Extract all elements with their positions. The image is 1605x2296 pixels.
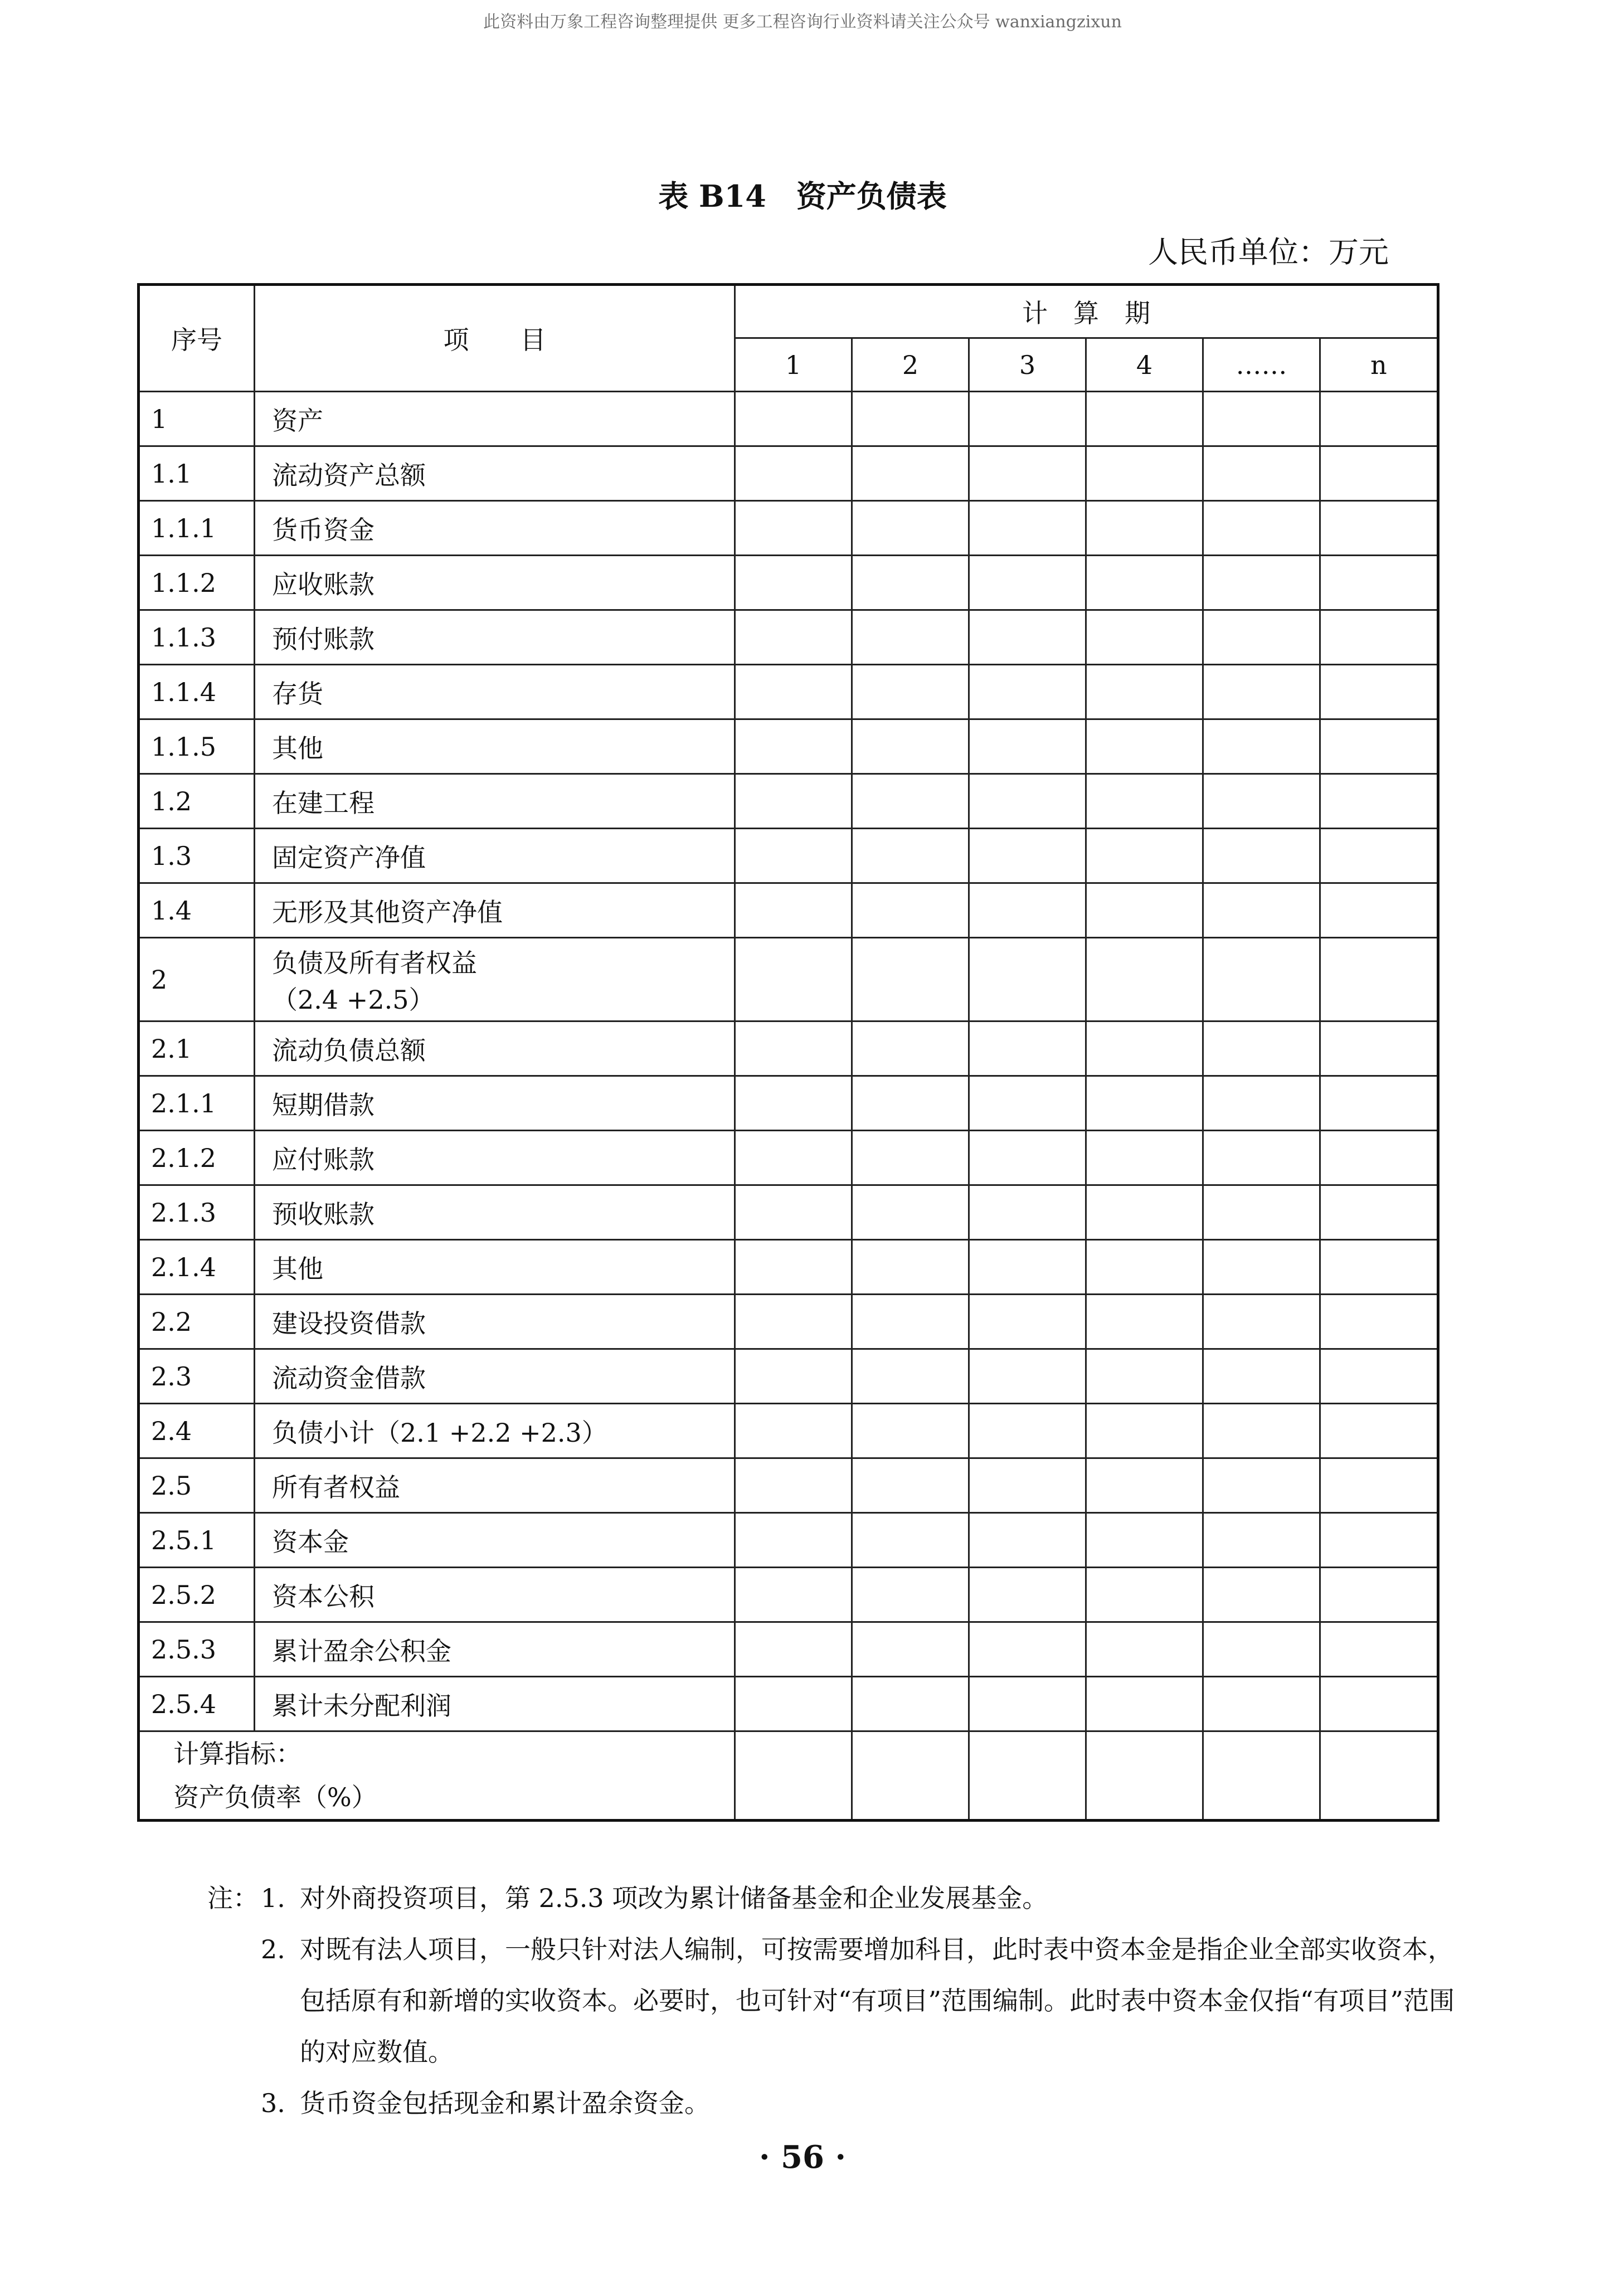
table-body: [139, 392, 1438, 1821]
row-number: 1: [139, 392, 255, 446]
period-cell: [735, 1295, 852, 1349]
table-row: [139, 392, 1438, 446]
period-cell: [1320, 610, 1438, 665]
row-item: 资本公积: [255, 1568, 735, 1622]
period-cell: [735, 938, 852, 1021]
period-cell: [735, 1240, 852, 1295]
row-item: 短期借款: [255, 1076, 735, 1131]
table-row: [139, 1458, 1438, 1513]
period-cell: [1086, 1458, 1203, 1513]
row-number: 2.1.4: [139, 1240, 255, 1295]
table-row: [139, 883, 1438, 938]
period-cell: [1320, 1568, 1438, 1622]
period-cell: [969, 1131, 1086, 1185]
period-cell: [852, 501, 969, 556]
period-cell: [969, 501, 1086, 556]
row-item: 无形及其他资产净值: [255, 883, 735, 938]
period-cell: [1320, 1622, 1438, 1677]
row-item: 其他: [255, 1240, 735, 1295]
row-item: 资本金: [255, 1513, 735, 1568]
row-number: 2.1.3: [139, 1185, 255, 1240]
header-period-6: n: [1320, 338, 1438, 392]
row-number: 2.5.2: [139, 1568, 255, 1622]
period-cell: [852, 774, 969, 829]
period-cell: [735, 1458, 852, 1513]
period-cell: [852, 1021, 969, 1076]
row-item: 固定资产净值: [255, 829, 735, 883]
period-cell: [1320, 501, 1438, 556]
period-cell: [1203, 1622, 1320, 1677]
period-cell: [1203, 1076, 1320, 1131]
period-cell: [1086, 829, 1203, 883]
period-cell: [1320, 1458, 1438, 1513]
row-number: 1.3: [139, 829, 255, 883]
period-cell: [735, 1021, 852, 1076]
period-cell: [969, 1568, 1086, 1622]
balance-sheet-table: [137, 283, 1439, 1822]
period-cell: [735, 1513, 852, 1568]
period-cell: [1203, 1131, 1320, 1185]
period-cell: [1203, 938, 1320, 1021]
period-cell: [1086, 1404, 1203, 1458]
note-text: 对既有法人项目，一般只针对法人编制，可按需要增加科目，此时表中资本金是指企业全部实收资本，包括原有和新增的实收资本。必要时，也可针对“有项目”范围编制。此时表中资本金仅指“有项目”范围的对应数值。: [300, 1934, 1455, 2067]
row-item: 流动资产总额: [255, 446, 735, 501]
period-cell: [852, 1458, 969, 1513]
row-item: 在建工程: [255, 774, 735, 829]
period-cell: [735, 1076, 852, 1131]
table-row: [139, 610, 1438, 665]
page-number: · 56 ·: [759, 2139, 846, 2176]
period-cell: [852, 1295, 969, 1349]
period-cell: [969, 556, 1086, 610]
period-cell: [1320, 774, 1438, 829]
period-cell: [1320, 938, 1438, 1021]
note-number: 2.: [261, 1934, 285, 1964]
table-row: [139, 1513, 1438, 1568]
row-item: 预付账款: [255, 610, 735, 665]
table-row: [139, 1185, 1438, 1240]
period-cell: [735, 1731, 852, 1821]
header-period-3: 3: [969, 338, 1086, 392]
period-cell: [1203, 829, 1320, 883]
table-row: [139, 446, 1438, 501]
period-cell: [1086, 1568, 1203, 1622]
period-cell: [1320, 1677, 1438, 1731]
period-cell: [735, 829, 852, 883]
row-item-line: 负债及所有者权益: [272, 947, 477, 978]
row-number: 1.4: [139, 883, 255, 938]
period-cell: [852, 665, 969, 719]
table-row: [139, 1295, 1438, 1349]
period-cell: [735, 1677, 852, 1731]
row-number: 2.5.3: [139, 1622, 255, 1677]
period-cell: [1320, 1021, 1438, 1076]
row-number: 1.2: [139, 774, 255, 829]
table-row: [139, 501, 1438, 556]
row-item-line: （2.4 +2.5）: [272, 984, 435, 1015]
period-cell: [1086, 446, 1203, 501]
period-cell: [1086, 1185, 1203, 1240]
row-number: 1.1.1: [139, 501, 255, 556]
period-cell: [852, 1076, 969, 1131]
period-cell: [735, 556, 852, 610]
period-cell: [735, 1131, 852, 1185]
period-cell: [852, 556, 969, 610]
period-cell: [1203, 556, 1320, 610]
watermark-header: 此资料由万象工程咨询整理提供 更多工程咨询行业资料请关注公众号 wanxiangzixun: [483, 12, 1122, 32]
row-item: 流动负债总额: [255, 1021, 735, 1076]
row-item: 资产: [255, 392, 735, 446]
period-cell: [852, 1349, 969, 1404]
note-item: [207, 1872, 1456, 1924]
row-number: 2.3: [139, 1349, 255, 1404]
period-cell: [852, 1568, 969, 1622]
header-period-1: 1: [735, 338, 852, 392]
period-cell: [1203, 1349, 1320, 1404]
period-cell: [852, 1622, 969, 1677]
row-number: 2: [139, 938, 255, 1021]
period-cell: [852, 1131, 969, 1185]
header-seq: 序号: [139, 285, 255, 392]
period-cell: [1203, 665, 1320, 719]
row-item: 存货: [255, 665, 735, 719]
period-cell: [1086, 1240, 1203, 1295]
debt-ratio-label: 资产负债率（%）: [173, 1782, 377, 1812]
table-row: [139, 774, 1438, 829]
row-number: 2.5: [139, 1458, 255, 1513]
period-cell: [969, 446, 1086, 501]
row-item: 预收账款: [255, 1185, 735, 1240]
period-cell: [735, 719, 852, 774]
period-cell: [969, 1185, 1086, 1240]
notes-section: [207, 1872, 1456, 2129]
period-cell: [969, 1513, 1086, 1568]
period-cell: [1320, 1295, 1438, 1349]
period-cell: [969, 1731, 1086, 1821]
period-cell: [735, 446, 852, 501]
period-cell: [1203, 719, 1320, 774]
period-cell: [1203, 883, 1320, 938]
row-item: 建设投资借款: [255, 1295, 735, 1349]
table-row: [139, 556, 1438, 610]
row-number: 2.1.1: [139, 1076, 255, 1131]
period-cell: [1086, 1131, 1203, 1185]
row-item: [255, 938, 735, 1021]
period-cell: [1086, 1295, 1203, 1349]
period-cell: [1086, 610, 1203, 665]
table-row: [139, 1021, 1438, 1076]
period-cell: [969, 392, 1086, 446]
period-cell: [1203, 501, 1320, 556]
period-cell: [1203, 1677, 1320, 1731]
period-cell: [1203, 1185, 1320, 1240]
period-cell: [852, 1677, 969, 1731]
row-item: 货币资金: [255, 501, 735, 556]
row-number: 2.4: [139, 1404, 255, 1458]
period-cell: [735, 774, 852, 829]
period-cell: [969, 1458, 1086, 1513]
period-cell: [1086, 1513, 1203, 1568]
table-row: [139, 1622, 1438, 1677]
period-cell: [852, 446, 969, 501]
row-number: 2.1.2: [139, 1131, 255, 1185]
period-cell: [1086, 1076, 1203, 1131]
period-cell: [1086, 556, 1203, 610]
period-cell: [1203, 1240, 1320, 1295]
row-number: 2.5.1: [139, 1513, 255, 1568]
table-row: [139, 1131, 1438, 1185]
period-cell: [969, 719, 1086, 774]
period-cell: [852, 938, 969, 1021]
period-cell: [735, 1185, 852, 1240]
period-cell: [1086, 1622, 1203, 1677]
period-cell: [1320, 1404, 1438, 1458]
period-cell: [735, 1349, 852, 1404]
period-cell: [1086, 501, 1203, 556]
table-row: [139, 719, 1438, 774]
table-row: [139, 1404, 1438, 1458]
period-cell: [1203, 1021, 1320, 1076]
notes-label: 注：: [207, 1883, 259, 1913]
header-period-4: 4: [1086, 338, 1203, 392]
note-item: [207, 1924, 1456, 2078]
table-row: [139, 1240, 1438, 1295]
row-number: 2.1: [139, 1021, 255, 1076]
period-cell: [969, 1021, 1086, 1076]
row-number: 1.1.2: [139, 556, 255, 610]
period-cell: [1320, 829, 1438, 883]
period-cell: [735, 1568, 852, 1622]
period-cell: [1320, 1076, 1438, 1131]
table-row: [139, 1076, 1438, 1131]
period-cell: [852, 1731, 969, 1821]
table-row: [139, 1568, 1438, 1622]
period-cell: [969, 938, 1086, 1021]
row-item: 应收账款: [255, 556, 735, 610]
row-item: 应付账款: [255, 1131, 735, 1185]
period-cell: [1320, 883, 1438, 938]
period-cell: [852, 610, 969, 665]
period-cell: [969, 883, 1086, 938]
table-row: [139, 1349, 1438, 1404]
period-cell: [735, 392, 852, 446]
period-cell: [1203, 1568, 1320, 1622]
period-cell: [1320, 392, 1438, 446]
row-item: 累计盈余公积金: [255, 1622, 735, 1677]
header-period-5: ……: [1203, 338, 1320, 392]
row-item: 累计未分配利润: [255, 1677, 735, 1731]
period-cell: [1086, 392, 1203, 446]
period-cell: [969, 1349, 1086, 1404]
note-text: 对外商投资项目，第 2.5.3 项改为累计储备基金和企业发展基金。: [300, 1883, 1048, 1913]
table-row: [139, 1677, 1438, 1731]
period-cell: [1203, 1513, 1320, 1568]
period-cell: [1320, 1185, 1438, 1240]
period-cell: [1320, 1731, 1438, 1821]
period-cell: [969, 1677, 1086, 1731]
period-cell: [969, 1622, 1086, 1677]
period-cell: [969, 1076, 1086, 1131]
period-cell: [735, 1622, 852, 1677]
period-cell: [969, 774, 1086, 829]
period-cell: [1203, 610, 1320, 665]
period-cell: [969, 829, 1086, 883]
row-item: 其他: [255, 719, 735, 774]
note-number: 3.: [261, 2088, 285, 2118]
row-number: 2.5.4: [139, 1677, 255, 1731]
table-row: [139, 829, 1438, 883]
note-number: 1.: [261, 1883, 285, 1913]
period-cell: [969, 1295, 1086, 1349]
period-cell: [852, 1404, 969, 1458]
period-cell: [1203, 1404, 1320, 1458]
note-item: [207, 2078, 1456, 2129]
period-cell: [1086, 1731, 1203, 1821]
period-cell: [1203, 1731, 1320, 1821]
period-cell: [735, 883, 852, 938]
period-cell: [1086, 719, 1203, 774]
period-cell: [1086, 774, 1203, 829]
row-item: 负债小计（2.1 +2.2 +2.3）: [255, 1404, 735, 1458]
period-cell: [852, 719, 969, 774]
calc-indicator-title: 计算指标：: [173, 1739, 301, 1769]
row-item: 流动资金借款: [255, 1349, 735, 1404]
period-cell: [1320, 1513, 1438, 1568]
period-cell: [969, 1240, 1086, 1295]
period-cell: [1203, 446, 1320, 501]
note-text: 货币资金包括现金和累计盈余资金。: [300, 2088, 710, 2118]
period-cell: [1203, 392, 1320, 446]
currency-unit: 人民币单位：万元: [1148, 235, 1389, 270]
period-cell: [852, 1185, 969, 1240]
period-cell: [1203, 1295, 1320, 1349]
period-cell: [852, 1240, 969, 1295]
period-cell: [1320, 556, 1438, 610]
period-cell: [1320, 1240, 1438, 1295]
period-cell: [1320, 446, 1438, 501]
period-cell: [852, 829, 969, 883]
period-cell: [1086, 1021, 1203, 1076]
calc-indicator-label: [139, 1731, 735, 1821]
row-number: 1.1.5: [139, 719, 255, 774]
period-cell: [1086, 883, 1203, 938]
header-item: 项 目: [255, 285, 735, 392]
period-cell: [735, 665, 852, 719]
period-cell: [1320, 1131, 1438, 1185]
header-period-2: 2: [852, 338, 969, 392]
period-cell: [735, 501, 852, 556]
row-number: 1.1: [139, 446, 255, 501]
period-cell: [1203, 1458, 1320, 1513]
period-cell: [735, 1404, 852, 1458]
row-number: 2.2: [139, 1295, 255, 1349]
table-title: 表 B14 资产负债表: [658, 178, 947, 214]
period-cell: [735, 610, 852, 665]
row-number: 1.1.4: [139, 665, 255, 719]
period-cell: [1086, 938, 1203, 1021]
header-period-group: 计 算 期: [735, 285, 1438, 338]
calc-indicator-row: [139, 1731, 1438, 1821]
period-cell: [969, 610, 1086, 665]
period-cell: [852, 392, 969, 446]
table-row: [139, 938, 1438, 1021]
row-number: 1.1.3: [139, 610, 255, 665]
period-cell: [969, 665, 1086, 719]
period-cell: [1320, 1349, 1438, 1404]
period-cell: [1320, 719, 1438, 774]
table-header: [139, 285, 1438, 392]
row-item: 所有者权益: [255, 1458, 735, 1513]
period-cell: [969, 1404, 1086, 1458]
period-cell: [852, 1513, 969, 1568]
table-row: [139, 665, 1438, 719]
period-cell: [1086, 665, 1203, 719]
period-cell: [1086, 1349, 1203, 1404]
period-cell: [1203, 774, 1320, 829]
period-cell: [852, 883, 969, 938]
period-cell: [1086, 1677, 1203, 1731]
period-cell: [1320, 665, 1438, 719]
